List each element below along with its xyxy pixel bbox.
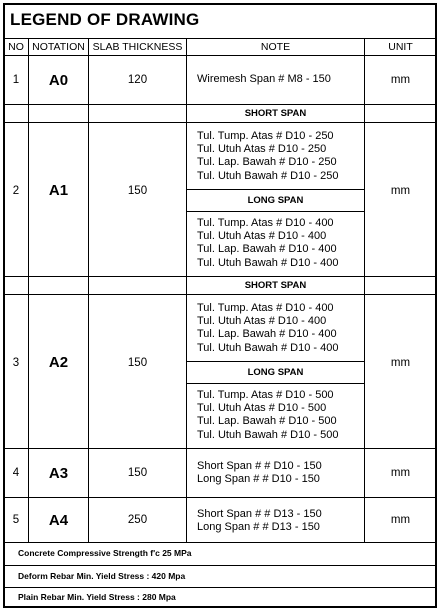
row-1-notation: A0 [48, 71, 69, 89]
row-2-long-span-notes [197, 217, 338, 270]
row-1-slab-thickness: 120 [127, 74, 148, 86]
note-line: Tul. Utuh Atas # D10 - 250 [197, 143, 327, 156]
row-2-long-bottom-line [187, 211, 364, 212]
row-2-unit: mm [390, 184, 411, 197]
header-slab-thickness: SLAB THICKNESS [92, 40, 183, 53]
row-5-unit: mm [390, 514, 411, 526]
row-4-notes [197, 460, 322, 486]
note-line: Tul. Lap. Bawah # D10 - 250 [197, 156, 337, 169]
note-line: Short Span # # D13 - 150 [197, 508, 322, 520]
note-line: Tul. Utuh Bawah # D10 - 400 [197, 256, 339, 269]
row-1-no: 1 [12, 74, 20, 86]
row-5-no: 5 [12, 514, 20, 526]
row-5-notes [197, 508, 322, 534]
note-line: Tul. Utuh Atas # D10 - 500 [197, 402, 327, 415]
note-line: Tul. Utuh Atas # D10 - 400 [197, 230, 327, 243]
row-3-short-span-title: SHORT SPAN [244, 280, 307, 291]
row-5-notation: A4 [48, 511, 69, 529]
row-2-short-span-title: SHORT SPAN [244, 108, 307, 119]
row-5-bottom-line [4, 542, 436, 543]
footer-line-1 [4, 565, 436, 566]
header-note: NOTE [260, 40, 291, 53]
note-line: Long Span # # D10 - 150 [197, 473, 320, 486]
row-3-short-span-notes [197, 302, 338, 355]
row-1-unit: mm [390, 74, 411, 86]
legend-title: LEGEND OF DRAWING [10, 10, 200, 29]
row-2-no: 2 [12, 184, 20, 197]
row-1-note: Wiremesh Span # M8 - 150 [197, 73, 331, 85]
note-line: Short Span # # D10 - 150 [197, 460, 322, 472]
row-3-long-bottom-line [187, 383, 364, 384]
row-3-long-span-title: LONG SPAN [247, 367, 304, 378]
note-line: Tul. Utuh Bawah # D10 - 250 [197, 169, 339, 182]
row-4-unit: mm [390, 467, 411, 479]
header-notation: NOTATION [32, 40, 85, 53]
row-3-notation: A2 [48, 354, 69, 371]
row-3-long-span-notes [197, 389, 338, 442]
note-line: Tul. Tump. Atas # D10 - 250 [197, 130, 334, 142]
row-2-slab-thickness: 150 [127, 184, 148, 197]
row-2-notation: A1 [48, 182, 69, 199]
note-line: Tul. Tump. Atas # D10 - 400 [197, 302, 334, 314]
footer-plain-rebar: Plain Rebar Min. Yield Stress : 280 Mpa [18, 592, 176, 602]
note-line: Tul. Tump. Atas # D10 - 400 [197, 217, 334, 229]
row-2-short-span-notes [197, 130, 338, 183]
note-line: Long Span # # D13 - 150 [197, 521, 320, 534]
note-line: Tul. Utuh Bawah # D10 - 500 [197, 428, 339, 441]
footer-line-2 [4, 587, 436, 588]
row-5-slab-thickness: 250 [127, 514, 148, 526]
header-unit: UNIT [388, 40, 413, 53]
note-line: Tul. Lap. Bawah # D10 - 400 [197, 243, 337, 256]
row-3-no: 3 [12, 356, 20, 369]
row-3-slab-thickness: 150 [127, 356, 148, 369]
row-4-no: 4 [12, 467, 20, 479]
note-line: Tul. Utuh Bawah # D10 - 400 [197, 341, 339, 354]
row-4-slab-thickness: 150 [127, 467, 148, 479]
note-line: Tul. Tump. Atas # D10 - 500 [197, 389, 334, 401]
note-line: Tul. Lap. Bawah # D10 - 500 [197, 415, 337, 428]
row-3-unit: mm [390, 356, 411, 369]
footer-concrete-strength: Concrete Compressive Strength f'c 25 MPa [18, 548, 192, 558]
note-line: Tul. Lap. Bawah # D10 - 400 [197, 328, 337, 341]
footer-deform-rebar: Deform Rebar Min. Yield Stress : 420 Mpa [18, 571, 186, 581]
header-no: NO [8, 40, 24, 53]
row-4-notation: A3 [48, 464, 69, 482]
row-2-long-span-title: LONG SPAN [247, 195, 304, 206]
note-line: Tul. Utuh Atas # D10 - 400 [197, 315, 327, 328]
